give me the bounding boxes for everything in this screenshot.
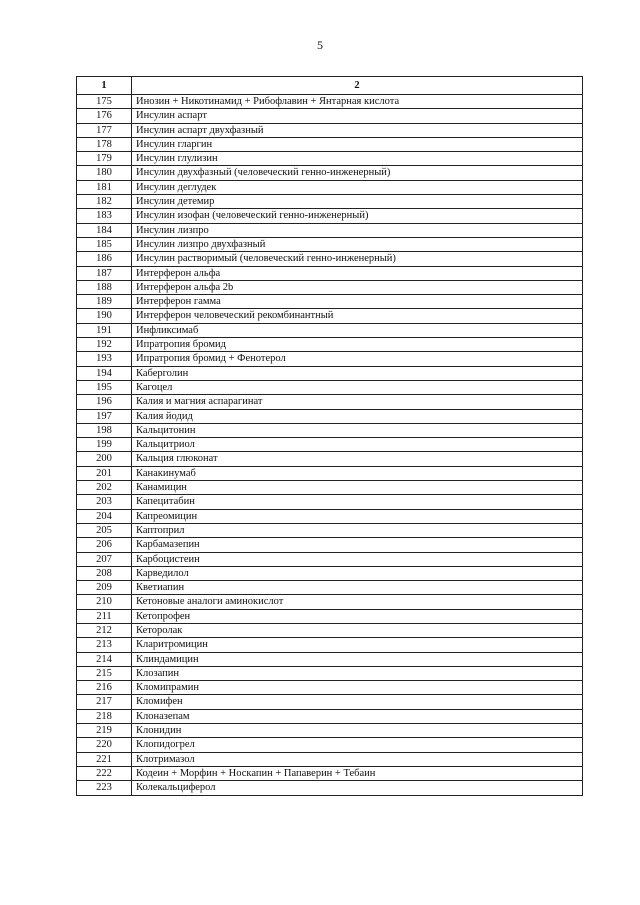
- row-number: 210: [77, 595, 132, 609]
- row-number: 205: [77, 523, 132, 537]
- drug-name: Карбамазепин: [132, 538, 583, 552]
- table-row: [77, 595, 583, 609]
- row-number: 217: [77, 695, 132, 709]
- drug-name: Инсулин лизпро двухфазный: [132, 237, 583, 251]
- drug-name: Каптоприл: [132, 523, 583, 537]
- medication-table: [76, 76, 583, 796]
- drug-name: Инсулин лизпро: [132, 223, 583, 237]
- drug-name: Клозапин: [132, 666, 583, 680]
- table-row: [77, 724, 583, 738]
- drug-name: Инсулин растворимый (человеческий генно-инженерный): [132, 252, 583, 266]
- row-number: 223: [77, 781, 132, 795]
- row-number: 177: [77, 123, 132, 137]
- drug-name: Клоназепам: [132, 709, 583, 723]
- table-row: [77, 266, 583, 280]
- drug-name: Клиндамицин: [132, 652, 583, 666]
- drug-name: Ипратропия бромид + Фенотерол: [132, 352, 583, 366]
- drug-name: Капреомицин: [132, 509, 583, 523]
- drug-name: Кагоцел: [132, 380, 583, 394]
- row-number: 213: [77, 638, 132, 652]
- row-number: 214: [77, 652, 132, 666]
- table-row: [77, 695, 583, 709]
- drug-name: Инсулин гларгин: [132, 137, 583, 151]
- table-row: [77, 252, 583, 266]
- table-row: [77, 566, 583, 580]
- drug-name: Кломипрамин: [132, 681, 583, 695]
- drug-name: Кальцитонин: [132, 423, 583, 437]
- table-row: [77, 109, 583, 123]
- table-row: [77, 223, 583, 237]
- row-number: 202: [77, 481, 132, 495]
- drug-name: Ипратропия бромид: [132, 338, 583, 352]
- drug-name: Инфликсимаб: [132, 323, 583, 337]
- row-number: 195: [77, 380, 132, 394]
- drug-name: Клотримазол: [132, 752, 583, 766]
- row-number: 191: [77, 323, 132, 337]
- row-number: 183: [77, 209, 132, 223]
- table-row: [77, 666, 583, 680]
- table-row: [77, 137, 583, 151]
- drug-name: Инсулин деглудек: [132, 180, 583, 194]
- row-number: 216: [77, 681, 132, 695]
- table-row: [77, 409, 583, 423]
- drug-name: Карбоцистеин: [132, 552, 583, 566]
- drug-name: Клопидогрел: [132, 738, 583, 752]
- table-row: [77, 95, 583, 109]
- drug-name: Калия йодид: [132, 409, 583, 423]
- row-number: 218: [77, 709, 132, 723]
- row-number: 201: [77, 466, 132, 480]
- table-row: [77, 380, 583, 394]
- table-row: [77, 738, 583, 752]
- drug-name: Канамицин: [132, 481, 583, 495]
- drug-name: Кларитромицин: [132, 638, 583, 652]
- drug-name: Интерферон альфа 2b: [132, 280, 583, 294]
- table-row: [77, 423, 583, 437]
- table-row: [77, 495, 583, 509]
- table-row: [77, 195, 583, 209]
- row-number: 199: [77, 438, 132, 452]
- row-number: 188: [77, 280, 132, 294]
- row-number: 220: [77, 738, 132, 752]
- row-number: 175: [77, 95, 132, 109]
- drug-name: Кветиапин: [132, 581, 583, 595]
- drug-name: Клонидин: [132, 724, 583, 738]
- table-row: [77, 609, 583, 623]
- row-number: 182: [77, 195, 132, 209]
- table-header-row: [77, 77, 583, 95]
- table-row: [77, 295, 583, 309]
- row-number: 181: [77, 180, 132, 194]
- table-row: [77, 538, 583, 552]
- table-row: [77, 152, 583, 166]
- table-row: [77, 781, 583, 795]
- row-number: 180: [77, 166, 132, 180]
- table-row: [77, 638, 583, 652]
- table-row: [77, 681, 583, 695]
- row-number: 200: [77, 452, 132, 466]
- table-row: [77, 766, 583, 780]
- table-row: [77, 209, 583, 223]
- table-row: [77, 623, 583, 637]
- table-row: [77, 352, 583, 366]
- drug-name: Калия и магния аспарагинат: [132, 395, 583, 409]
- row-number: 192: [77, 338, 132, 352]
- drug-name: Кеторолак: [132, 623, 583, 637]
- row-number: 222: [77, 766, 132, 780]
- row-number: 215: [77, 666, 132, 680]
- row-number: 186: [77, 252, 132, 266]
- row-number: 187: [77, 266, 132, 280]
- row-number: 196: [77, 395, 132, 409]
- table-row: [77, 366, 583, 380]
- table-row: [77, 123, 583, 137]
- table-row: [77, 438, 583, 452]
- drug-name: Инсулин аспарт: [132, 109, 583, 123]
- table-row: [77, 509, 583, 523]
- drug-name: Кальцитриол: [132, 438, 583, 452]
- row-number: 197: [77, 409, 132, 423]
- table-row: [77, 523, 583, 537]
- row-number: 211: [77, 609, 132, 623]
- table-row: [77, 709, 583, 723]
- drug-name: Инсулин двухфазный (человеческий генно-инженерный): [132, 166, 583, 180]
- row-number: 176: [77, 109, 132, 123]
- row-number: 206: [77, 538, 132, 552]
- drug-name: Инозин + Никотинамид + Рибофлавин + Янтарная кислота: [132, 95, 583, 109]
- column-header-name: 2: [132, 77, 583, 95]
- row-number: 209: [77, 581, 132, 595]
- row-number: 219: [77, 724, 132, 738]
- row-number: 204: [77, 509, 132, 523]
- table-row: [77, 752, 583, 766]
- drug-name: Каберголин: [132, 366, 583, 380]
- row-number: 179: [77, 152, 132, 166]
- drug-name: Кетопрофен: [132, 609, 583, 623]
- row-number: 198: [77, 423, 132, 437]
- drug-name: Кломифен: [132, 695, 583, 709]
- drug-name: Колекальциферол: [132, 781, 583, 795]
- row-number: 203: [77, 495, 132, 509]
- table-row: [77, 323, 583, 337]
- row-number: 194: [77, 366, 132, 380]
- drug-name: Интерферон гамма: [132, 295, 583, 309]
- table-row: [77, 581, 583, 595]
- table-row: [77, 652, 583, 666]
- drug-name: Инсулин глулизин: [132, 152, 583, 166]
- drug-name: Кодеин + Морфин + Носкапин + Папаверин + Тебаин: [132, 766, 583, 780]
- table-row: [77, 481, 583, 495]
- table-row: [77, 166, 583, 180]
- row-number: 221: [77, 752, 132, 766]
- row-number: 207: [77, 552, 132, 566]
- drug-name: Кетоновые аналоги аминокислот: [132, 595, 583, 609]
- table-row: [77, 280, 583, 294]
- drug-name: Интерферон человеческий рекомбинантный: [132, 309, 583, 323]
- drug-name: Интерферон альфа: [132, 266, 583, 280]
- drug-name: Инсулин детемир: [132, 195, 583, 209]
- table-row: [77, 309, 583, 323]
- drug-name: Капецитабин: [132, 495, 583, 509]
- row-number: 208: [77, 566, 132, 580]
- table-row: [77, 237, 583, 251]
- drug-name: Карведилол: [132, 566, 583, 580]
- table-row: [77, 180, 583, 194]
- row-number: 189: [77, 295, 132, 309]
- table-row: [77, 466, 583, 480]
- column-header-number: 1: [77, 77, 132, 95]
- row-number: 212: [77, 623, 132, 637]
- page-number: 5: [317, 38, 323, 52]
- drug-name: Кальция глюконат: [132, 452, 583, 466]
- table-row: [77, 338, 583, 352]
- row-number: 178: [77, 137, 132, 151]
- row-number: 185: [77, 237, 132, 251]
- row-number: 193: [77, 352, 132, 366]
- drug-name: Инсулин аспарт двухфазный: [132, 123, 583, 137]
- drug-name: Инсулин изофан (человеческий генно-инженерный): [132, 209, 583, 223]
- table-row: [77, 395, 583, 409]
- row-number: 190: [77, 309, 132, 323]
- drug-name: Канакинумаб: [132, 466, 583, 480]
- row-number: 184: [77, 223, 132, 237]
- table-row: [77, 552, 583, 566]
- table-row: [77, 452, 583, 466]
